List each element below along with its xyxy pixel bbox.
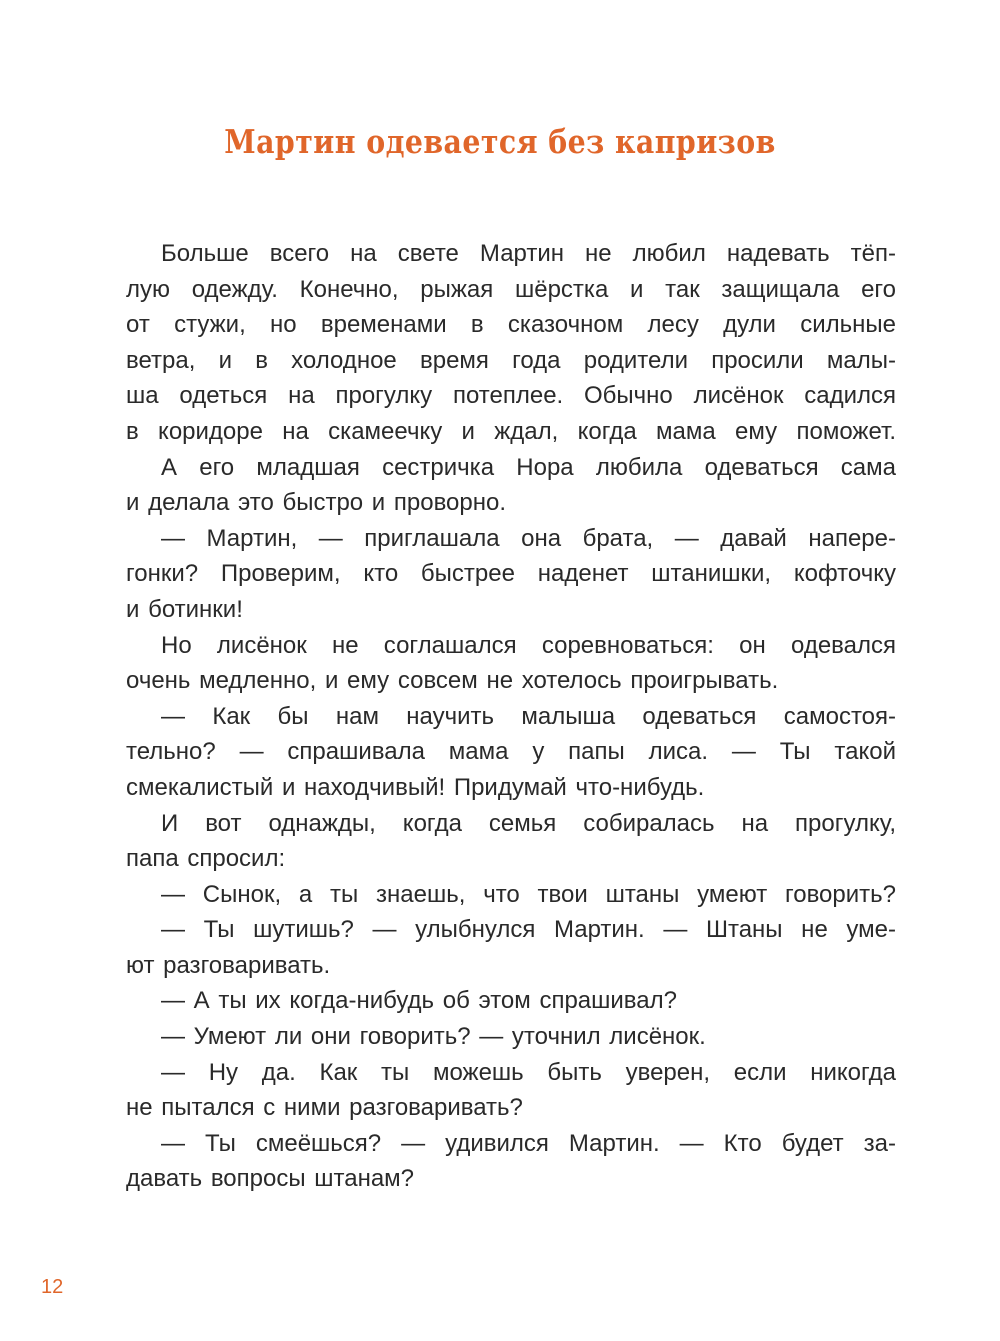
text-line: — Мартин, — приглашала она брата, — давай напере-: [161, 524, 896, 552]
text-line: и делала это быстро и проворно.: [126, 489, 507, 517]
chapter-text: [126, 236, 896, 1197]
text-line: — Сынок, а ты знаешь, что твои штаны умеют говорить?: [161, 880, 896, 908]
text-line: и ботинки!: [126, 595, 243, 623]
text-line: ветра, и в холодное время года родители просили малы-: [126, 346, 896, 374]
text-line: папа спросил:: [126, 845, 286, 873]
text-line: И вот однажды, когда семья собиралась на прогулку,: [161, 809, 896, 837]
text-line: — Как бы нам научить малыша одеваться самостоя-: [161, 702, 896, 730]
text-line: А его младшая сестричка Нора любила одеваться сама: [161, 453, 896, 481]
text-line: — Ну да. Как ты можешь быть уверен, если никогда: [161, 1058, 896, 1086]
text-line: лую одежду. Конечно, рыжая шёрстка и так защищала его: [126, 275, 896, 303]
text-line: не пытался с ними разговаривать?: [126, 1094, 523, 1122]
text-line: в коридоре на скамеечку и ждал, когда мама ему поможет.: [126, 417, 896, 445]
text-line: тельно? — спрашивала мама у папы лиса. — Ты такой: [126, 738, 896, 766]
text-line: — Умеют ли они говорить? — уточнил лисёнок.: [161, 1023, 706, 1051]
text-line: ша одеться на прогулку потеплее. Обычно лисёнок садился: [126, 382, 896, 410]
text-line: давать вопросы штанам?: [126, 1165, 415, 1193]
text-line: очень медленно, и ему совсем не хотелось проигрывать.: [126, 667, 779, 695]
text-line: Но лисёнок не соглашался соревноваться: он одевался: [161, 631, 896, 659]
text-line: Больше всего на свете Мартин не любил надевать тёп-: [161, 240, 896, 267]
text-line: — А ты их когда-нибудь об этом спрашивал?: [161, 987, 677, 1015]
text-line: смекалистый и находчивый! Придумай что-нибудь.: [126, 773, 705, 801]
text-line: гонки? Проверим, кто быстрее наденет штанишки, кофточку: [126, 560, 896, 588]
page-number: 12: [41, 1276, 64, 1298]
text-line: от стужи, но временами в сказочном лесу дули сильные: [126, 311, 896, 339]
chapter-title: Мартин одевается без капризов: [224, 122, 776, 161]
text-line: ют разговаривать.: [126, 951, 331, 979]
text-line: — Ты шутишь? — улыбнулся Мартин. — Штаны не уме-: [161, 916, 896, 944]
text-line: — Ты смеёшься? — удивился Мартин. — Кто будет за-: [161, 1129, 896, 1157]
